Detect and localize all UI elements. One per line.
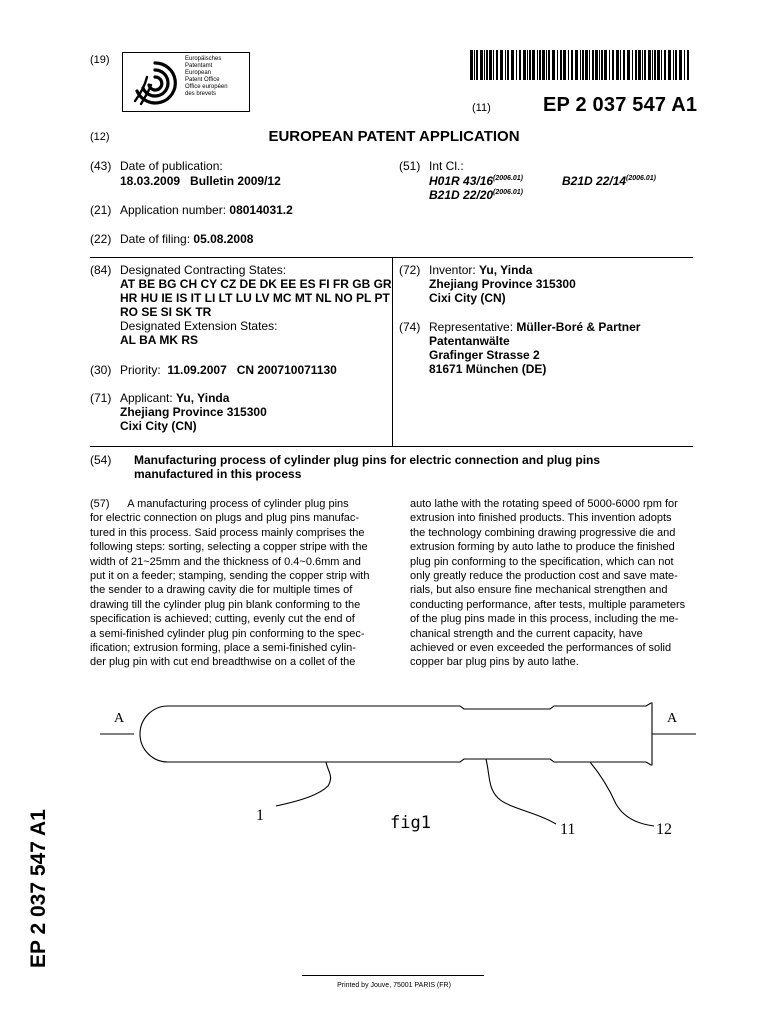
barcode-bar [571,50,573,80]
designated-states-line: HR HU IE IS IT LI LT LU LV MC MT NL NO PL PT [120,291,390,305]
applicant-name: Yu, Yinda [176,391,230,405]
barcode-bar [548,50,550,80]
abstract-line: extrusion forming by auto lathe to produce the finished [410,541,675,554]
biblio-column-divider [392,257,393,447]
abstract-line: a semi-finished cylinder plug pin conforming to the spec- [90,627,365,640]
barcode-bar [496,50,498,80]
representative [429,320,640,334]
side-publication-number: EP 2 037 547 A1 [27,809,50,968]
representative-line: Patentanwälte [429,334,510,348]
barcode-bar [537,50,538,80]
barcode-bar [635,50,637,80]
biblio-bottom-rule [90,446,693,447]
barcode-bar [592,50,594,80]
filing-date [120,232,253,246]
abstract-line: of the plug pins made in this process, including the me- [410,613,679,626]
barcode-bar [599,50,600,80]
barcode-bar [627,50,630,80]
reference-numeral-11: 11 [560,821,576,838]
barcode-bar [568,50,569,80]
representative-line: 81671 München (DE) [429,362,547,376]
abstract-line: copper bar plug pins by auto lathe. [410,656,579,669]
barcode-bar [542,50,545,80]
abstract-line: width of 21~25mm and the thickness of 0.4~0.6mm and [90,555,361,568]
abstract-line: only greatly reduce the production cost and save mate- [410,570,678,583]
leader-line-1 [276,762,331,806]
filing-date-value: 05.08.2008 [193,232,254,246]
designated-states-line: AT BE BG CH CY CZ DE DK EE ES FI FR GB GR [120,277,392,291]
code-74: (74) [399,320,421,334]
filing-date-label: Date of filing: [120,232,191,246]
int-cl-class [429,186,523,202]
int-cl-label: Int Cl.: [429,159,464,173]
code-51: (51) [399,159,421,173]
barcode-bar [648,50,651,80]
barcode-bar [638,50,641,80]
code-57: (57) [90,498,110,510]
barcode-bar [595,50,598,80]
code-30: (30) [90,363,112,377]
int-cl-version: (2006.01) [493,175,524,182]
designated-states-line: RO SE SI SK TR [120,305,212,319]
inventor [429,263,532,277]
int-cl-main: H01R 43/16 [429,174,494,188]
barcode-bar [642,50,643,80]
section-label-left: A [114,711,125,726]
barcode-bar [560,50,562,80]
application-number-value: 08014031.2 [229,203,293,217]
barcode-bar [552,50,555,80]
barcode-bar [620,50,621,80]
abstract-left-column [90,497,375,670]
inventor-city: Cixi City (CN) [429,291,506,305]
code-12: (12) [90,131,110,143]
publication-number: EP 2 037 547 A1 [543,94,698,116]
barcode-bar [654,50,656,80]
barcode-bar [575,50,578,80]
abstract-line: for electric connection on plugs and plug pins manufac- [90,512,360,525]
barcode-bar [470,50,473,80]
barcode-bar [675,50,677,80]
barcode-bar [652,50,653,80]
abstract-line: chanical strength and the current capacity, have [410,627,643,640]
abstract-line: following steps: sorting, selecting a copper stripe with the [90,541,368,554]
int-cl-version: (2006.01) [626,175,657,182]
representative-label: Representative: [429,320,514,334]
barcode-bar [657,50,660,80]
abstract-first-line [90,497,375,511]
barcode-bar [511,50,514,80]
barcode-bar [684,50,685,80]
epo-emblem-icon [129,57,181,109]
leader-line-12 [590,762,654,826]
barcode-bar [612,50,614,80]
abstract-line: conducting performance, after tests, multiple parameters [410,598,686,611]
barcode-bar [679,50,682,80]
barcode-bar [661,50,662,80]
abstract-line: specification is achieved; cutting, evenly cut the end of [90,613,355,626]
designated-states-label: Designated Contracting States: [120,263,287,277]
publication-date-value: 18.03.2009 Bulletin 2009/12 [120,174,281,188]
barcode-bar [500,50,503,80]
extension-states-value: AL BA MK RS [120,333,198,347]
printer-footer: Printed by Jouve, 75001 PARIS (FR) [337,982,451,989]
applicant-address: Zhejiang Province 315300 [120,405,267,419]
int-cl-class [562,172,656,188]
abstract-line: extrusion into finished products. This invention adopts [410,512,672,525]
barcode-bar [474,50,475,80]
barcode-bar [546,50,547,80]
office-name-line: Europäisches [185,56,222,62]
document-type: EUROPEAN PATENT APPLICATION [268,128,520,145]
code-71: (71) [90,391,112,405]
office-name-line: European [185,70,212,76]
code-22: (22) [90,232,112,246]
barcode-icon [470,50,692,80]
barcode-bar [632,50,633,80]
abstract-line: drawing till the cylinder plug pin blank conforming to the [90,598,361,611]
barcode-bar [601,50,603,80]
figure-1-drawing [80,690,710,860]
abstract-line: the technology combining drawing progressive die and [410,526,676,539]
abstract-line: achieved or even exceeded the performances of solid [410,642,672,655]
barcode-bar [527,50,528,80]
int-cl-main: B21D 22/20 [429,188,494,202]
code-11: (11) [472,102,491,114]
barcode-bar [589,50,590,80]
applicant [120,391,229,405]
barcode-bar [687,50,689,80]
code-43: (43) [90,159,112,173]
priority-label: Priority: [120,363,161,377]
office-name-line: Patent Office [185,77,220,83]
barcode-bar [557,50,558,80]
priority [120,363,337,377]
barcode-bar [644,50,646,80]
invention-title-line: Manufacturing process of cylinder plug pins for electric connection and plug pins [134,453,601,467]
int-cl-version: (2006.01) [493,189,524,196]
code-19: (19) [90,54,110,66]
barcode-bar [664,50,666,80]
barcode-bar [623,50,625,80]
representative-name: Müller-Boré & Partner [516,320,641,334]
abstract-line: tured in this process. Said process mainly comprises the [90,526,365,539]
epo-logo [122,52,250,112]
invention-title-line: manufactured in this process [134,467,302,481]
inventor-address: Zhejiang Province 315300 [429,277,576,291]
reference-numeral-1: 1 [256,807,264,824]
code-54: (54) [90,453,112,467]
barcode-bar [539,50,541,80]
abstract-line: ification; extrusion forming, place a semi-finished cylin- [90,642,356,655]
application-number [120,203,293,217]
abstract-line: the sender to a drawing cavity die for multiple times of [90,584,353,597]
priority-value: 11.09.2007 CN 200710071130 [167,363,337,377]
barcode-bar [489,50,492,80]
barcode-bar [529,50,531,80]
reference-numeral-12: 12 [656,821,672,838]
barcode-bar [516,50,517,80]
footer-rule [302,975,484,976]
leader-line-11 [486,759,556,824]
abstract-right-column [410,497,695,670]
abstract-line: auto lathe with the rotating speed of 5000-6000 rpm for [410,498,678,510]
barcode-bar [523,50,526,80]
abstract-line: put it on a feeder; stamping, sending the copper strip with [90,570,370,583]
inventor-name: Yu, Yinda [479,263,533,277]
application-number-label: Application number: [120,203,227,217]
barcode-bar [580,50,581,80]
barcode-bar [507,50,509,80]
office-name-line: des brevets [185,91,217,97]
barcode-bar [532,50,535,80]
barcode-bar [585,50,588,80]
barcode-bar [582,50,584,80]
abstract-line: plug pin conforming to the specification, which can not [410,555,674,568]
extension-states-label: Designated Extension States: [120,319,278,333]
barcode-bar [476,50,478,80]
inventor-label: Inventor: [429,263,476,277]
barcode-bar [486,50,488,80]
barcode-bar [668,50,671,80]
abstract-line: rials, but also ensure fine mechanical strengthen and [410,584,668,597]
plug-pin-outline [140,703,652,765]
code-72: (72) [399,263,421,277]
office-name-line: Patentamt [185,63,213,69]
section-label-right: A [667,711,678,726]
barcode-bar [609,50,610,80]
abstract-line: der plug pin with cut end breadthwise on a collet of the [90,656,356,669]
barcode-bar [493,50,494,80]
barcode-bar [616,50,619,80]
barcode-bar [519,50,521,80]
figure-caption: fig1 [390,813,431,833]
barcode-bar [505,50,506,80]
abstract-line: A manufacturing process of cylinder plug pins [127,498,349,510]
representative-line: Grafinger Strasse 2 [429,348,540,362]
office-name [185,56,228,98]
barcode-bar [673,50,674,80]
publication-date-label: Date of publication: [120,159,223,173]
barcode-bar [484,50,485,80]
code-84: (84) [90,263,112,277]
int-cl-main: B21D 22/14 [562,174,627,188]
barcode-bar [480,50,483,80]
barcode-bar [604,50,607,80]
applicant-label: Applicant: [120,391,173,405]
office-name-line: Office européen [185,84,228,90]
code-21: (21) [90,203,112,217]
applicant-city: Cixi City (CN) [120,419,197,433]
barcode-bar [563,50,566,80]
